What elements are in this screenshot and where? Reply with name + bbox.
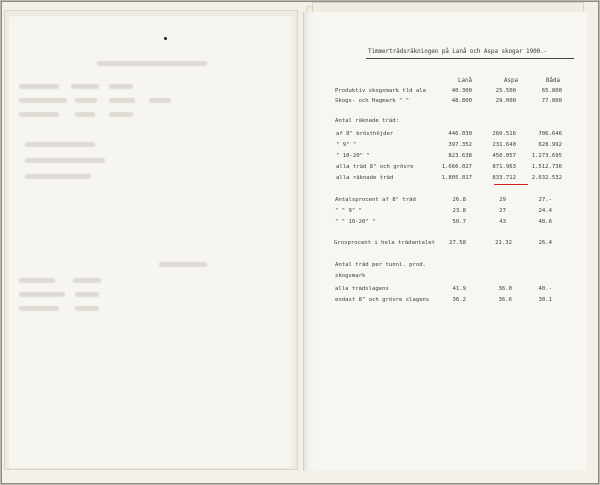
row-label: skogsmark: [335, 273, 366, 279]
cell-aspa: 36.6: [498, 297, 512, 303]
row-label: Grovprocent i hela trädantalet: [334, 240, 436, 246]
cell-bada: 27.-: [538, 197, 552, 203]
row-label: " 10-20" ": [336, 153, 370, 159]
cell-aspa: 871.963: [492, 164, 516, 170]
section-heading: Antal räknade träd:: [335, 118, 399, 124]
row-label: Antalsprocent af 8" träd: [335, 197, 416, 203]
cell-lana: 40.300: [451, 88, 472, 94]
cell-bada: 30.1: [538, 297, 552, 303]
row-label: alla trädslagens: [335, 286, 389, 292]
section-heading: Antal träd per tunnl. prod.: [335, 262, 426, 268]
cell-bada: 1.512.736: [531, 164, 562, 170]
red-underline: [494, 184, 528, 185]
row-label: Produktiv skogsmark tld ala: [335, 88, 426, 94]
row-label: alla träd 8" och grövre: [336, 164, 414, 170]
cell-lana: 397.352: [448, 142, 472, 148]
show-through-text: [9, 16, 297, 468]
cell-bada: 628.992: [538, 142, 562, 148]
cell-lana: 36.2: [452, 297, 466, 303]
cell-aspa: 43: [499, 219, 506, 225]
cell-bada: 24.4: [538, 208, 552, 214]
cell-bada: 1.273.695: [531, 153, 562, 159]
cell-lana: 27.58: [449, 240, 466, 246]
cell-lana: 23.8: [452, 208, 466, 214]
cell-aspa: 450.057: [492, 153, 516, 159]
row-label: " " 10-20" ": [335, 219, 376, 225]
row-label: Skogs- och Hagmark " ": [335, 98, 410, 104]
cell-aspa: 27: [499, 208, 506, 214]
ink-dot: [164, 37, 167, 40]
row-label: af 8" brösthöjder: [336, 131, 394, 137]
column-header-aspa: Aspa: [504, 78, 518, 84]
cell-lana: 50.7: [452, 219, 466, 225]
cell-lana: 823.638: [448, 153, 472, 159]
cell-bada: 65.800: [541, 88, 562, 94]
row-label: alla räknade träd: [336, 175, 394, 181]
cell-lana: 1.805.017: [441, 175, 472, 181]
row-label: " " 9" ": [335, 208, 362, 214]
cell-aspa: 260.516: [492, 131, 516, 137]
cell-bada: 40.-: [538, 286, 552, 292]
cell-bada: 77.800: [541, 98, 562, 104]
cell-aspa: 36.0: [498, 286, 512, 292]
cell-aspa: 29: [499, 197, 506, 203]
cell-bada: 2.632.532: [531, 175, 562, 181]
cell-aspa: 231.640: [492, 142, 516, 148]
row-label: " 9" ": [336, 142, 357, 148]
cell-lana: 1.666.027: [441, 164, 472, 170]
cell-aspa: 833.712: [492, 175, 516, 181]
cell-lana: 446.030: [448, 131, 472, 137]
cell-aspa: 29.000: [495, 98, 516, 104]
cell-aspa: 21.32: [495, 240, 512, 246]
cell-lana: 26.8: [452, 197, 466, 203]
row-label: endast 8" och grövre slagens: [335, 297, 430, 303]
cell-bada: 48.6: [538, 219, 552, 225]
cell-bada: 26.4: [538, 240, 552, 246]
column-header-bada: Båda: [546, 78, 560, 84]
cell-aspa: 25.500: [495, 88, 516, 94]
cell-bada: 706.646: [538, 131, 562, 137]
column-header-lana: Lanå: [458, 78, 472, 84]
document-title: Timmerträdsräkningen på Lanå och Aspa skogar 1900.-: [368, 48, 548, 55]
cell-lana: 41.9: [452, 286, 466, 292]
title-underline: [366, 58, 574, 59]
left-page: [9, 16, 298, 468]
cell-lana: 48.800: [451, 98, 472, 104]
